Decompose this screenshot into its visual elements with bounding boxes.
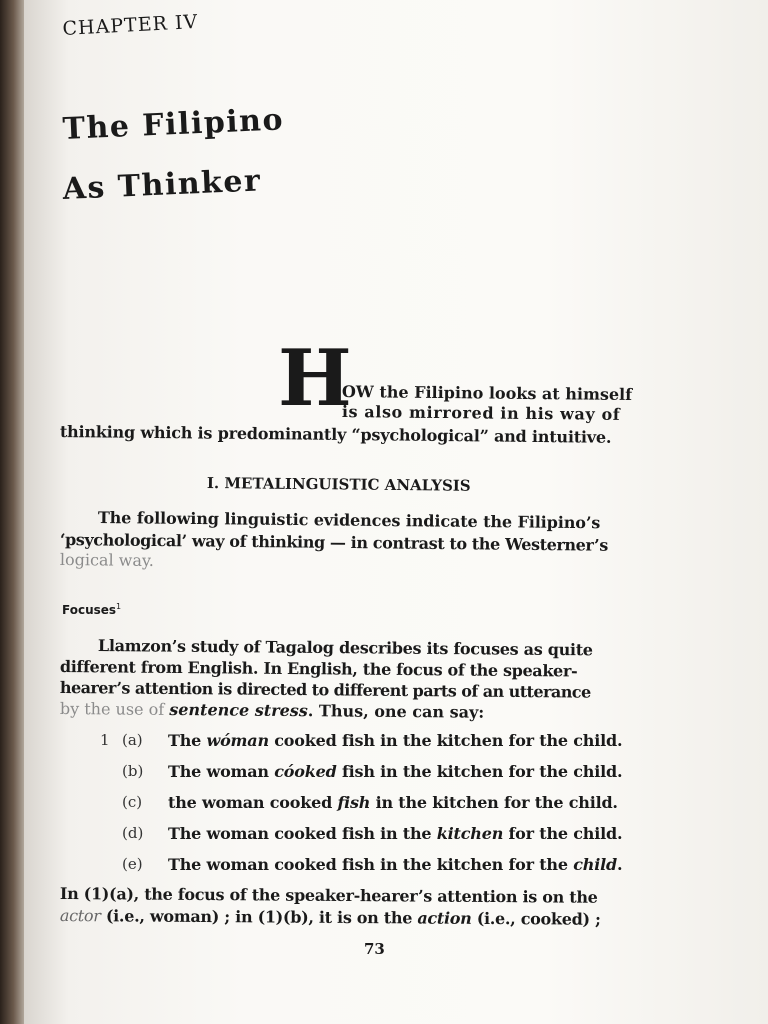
example-sentence-pre: the woman cooked: [168, 793, 338, 812]
example-sentence-post: in the kitchen for the child.: [370, 793, 618, 812]
example-label: (e): [122, 855, 143, 873]
example-label: (d): [122, 824, 144, 842]
para2-line-1: Llamzon’s study of Tagalog describes its focuses as quite: [97, 636, 593, 660]
page-number: 73: [364, 940, 385, 958]
example-sentence-post: .: [616, 855, 623, 874]
example-sentence-pre: The woman cooked fish in the kitchen for the: [168, 855, 574, 874]
example-label: (c): [122, 793, 143, 811]
para3-emphasis-action: action: [417, 908, 472, 928]
subhead-text: Focuses: [62, 603, 117, 617]
para1-line-2: ‘psychological’ way of thinking — in contrast to the Westerner’s: [59, 530, 608, 555]
example-emphasis: fish: [337, 793, 371, 812]
example-sentence-post: for the child.: [503, 824, 623, 843]
example-sentence-pre: The woman: [168, 762, 275, 781]
example-sentence: [168, 731, 622, 750]
para2-line-4-post: . Thus, one can say:: [307, 701, 485, 722]
para1-line-1: The following linguistic evidences indicate the Filipino’s: [97, 508, 601, 533]
example-emphasis: wóman: [206, 731, 269, 750]
chapter-label: CHAPTER IV: [62, 10, 199, 40]
example-sentence-pre: The woman cooked fish in the: [168, 824, 437, 843]
example-sentence-pre: The: [168, 731, 207, 750]
drop-cap: H: [278, 333, 352, 424]
para3-line-2: [60, 906, 601, 929]
example-label: (b): [122, 762, 144, 780]
example-sentence-post: cooked fish in the kitchen for the child.: [268, 731, 623, 750]
intro-line-2: is also mirrored in his way of: [341, 402, 621, 424]
example-sentence: [168, 793, 618, 812]
intro-line-1: OW the Filipino looks at himself: [341, 382, 633, 405]
example-label: (a): [122, 731, 143, 749]
para1-line-3: logical way.: [59, 550, 155, 570]
chapter-title-line-2: As Thinker: [62, 163, 262, 207]
para2-line-4: [60, 699, 484, 722]
para3-line-2-mid: (i.e., woman) ; in (1)(b), it is on the: [100, 906, 418, 928]
section-heading: I. METALINGUISTIC ANALYSIS: [206, 474, 471, 495]
example-sentence: [168, 855, 622, 874]
para3-line-1: In (1)(a), the focus of the speaker-hearer’s attention is on the: [59, 884, 598, 907]
para2-line-4-pre: by the use of: [59, 699, 170, 719]
example-sentence-post: fish in the kitchen for the child.: [336, 762, 623, 781]
para2-line-2: different from English. In English, the focus of the speaker-: [59, 657, 578, 681]
para3-emphasis-actor: actor: [59, 906, 101, 926]
para2-line-3: hearer’s attention is directed to different parts of an utterance: [59, 678, 591, 702]
para2-emphasis: sentence stress: [169, 699, 308, 721]
example-number: 1: [100, 731, 110, 749]
example-emphasis: child: [573, 855, 617, 874]
subhead-footnote: 1: [116, 602, 122, 611]
example-sentence: [168, 824, 622, 843]
intro-line-3: thinking which is predominantly “psychological” and intuitive.: [59, 422, 612, 447]
example-emphasis: kitchen: [436, 824, 504, 843]
subhead-focuses: [62, 602, 121, 617]
example-sentence: [168, 762, 622, 781]
example-emphasis: cóoked: [274, 762, 337, 781]
para3-line-2-post: (i.e., cooked) ;: [471, 908, 601, 929]
chapter-title-line-1: The Filipino: [62, 102, 285, 147]
